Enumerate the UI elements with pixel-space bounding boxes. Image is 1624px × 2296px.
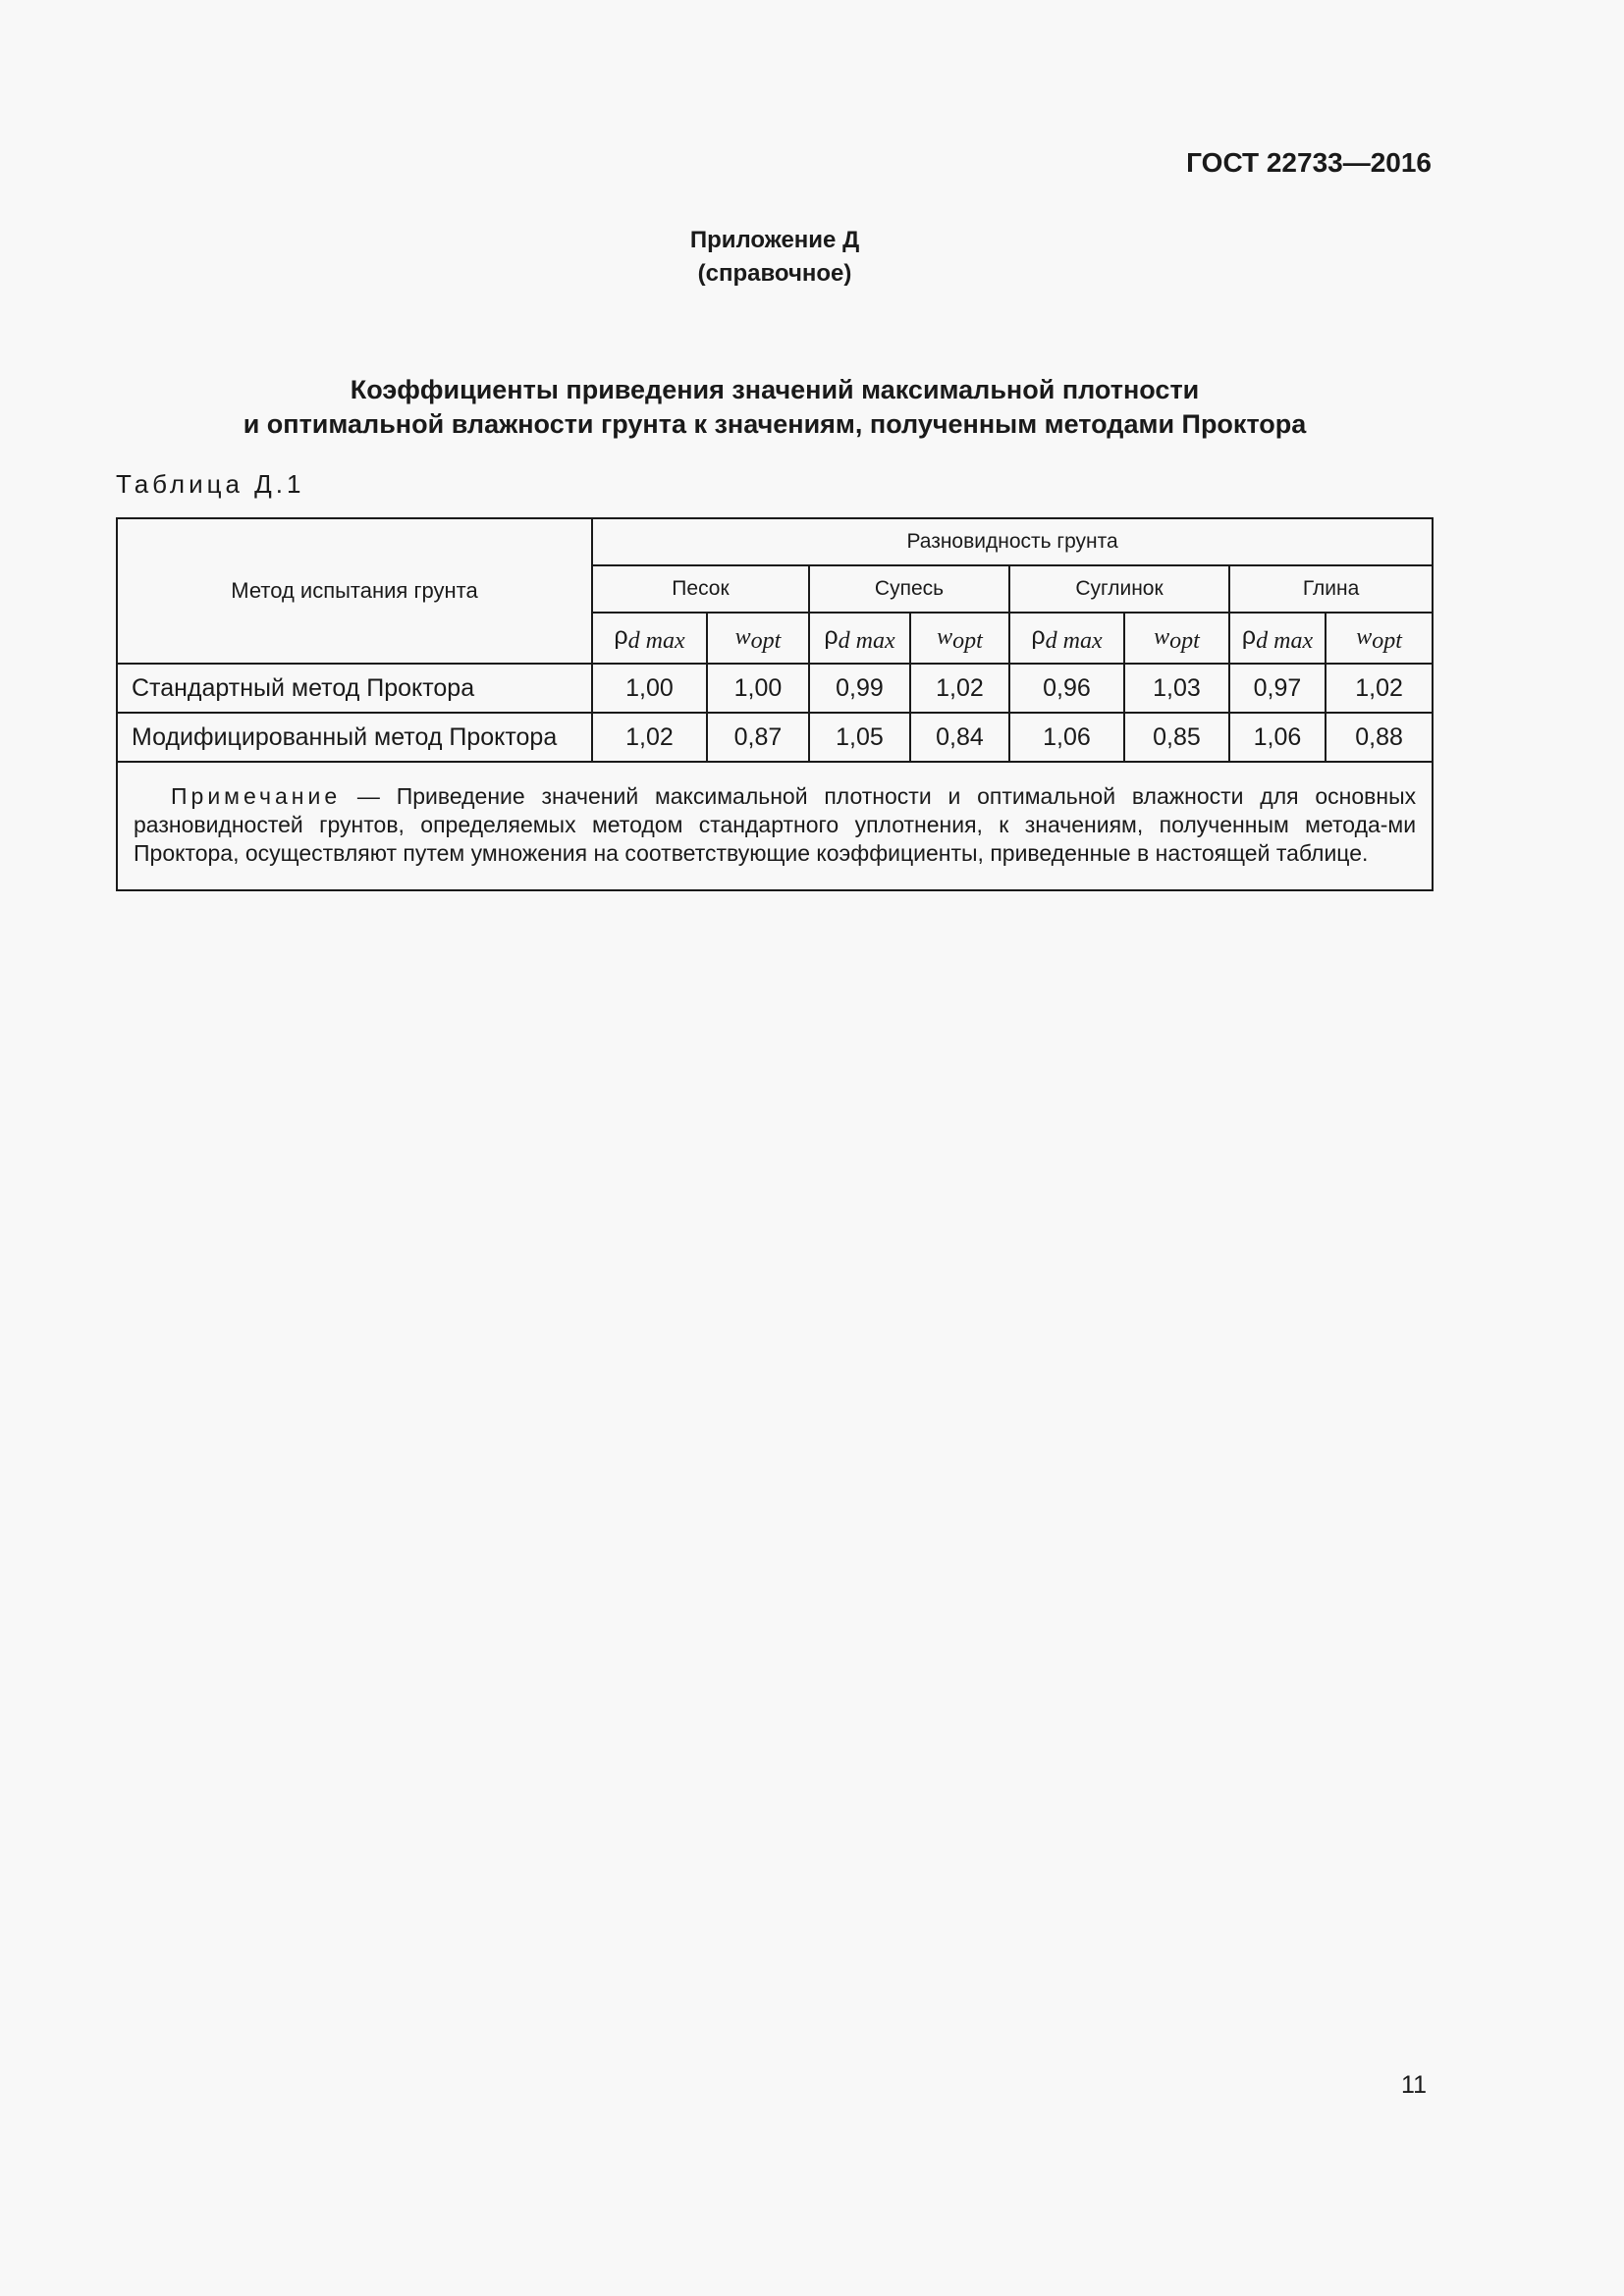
note-label: Примечание: [171, 783, 342, 809]
symbol-rho-dmax: $\rho_{d max}$: [1009, 613, 1124, 664]
symbol-rho-dmax: $\rho_{d max}$: [809, 613, 910, 664]
soil-header-clay: Глина: [1229, 565, 1433, 613]
section-title-line-1: Коэффициенты приведения значений максимальной плотности: [350, 375, 1200, 404]
table-cell: 1,02: [910, 664, 1009, 713]
symbol-rho-dmax: $\rho_{d max}$: [592, 613, 707, 664]
table-cell: 1,06: [1229, 713, 1326, 762]
table-cell: 0,88: [1326, 713, 1433, 762]
document-code: ГОСТ 22733—2016: [1186, 147, 1432, 178]
symbol-w-opt: $w_{opt}$: [1326, 613, 1433, 664]
table-cell: 1,02: [592, 713, 707, 762]
table-cell: 0,87: [707, 713, 809, 762]
symbol-rho-dmax: $\rho_{d max}$: [1229, 613, 1326, 664]
table-cell: 1,02: [1326, 664, 1433, 713]
method-column-header: Метод испытания грунта: [117, 518, 592, 664]
coefficients-table: [116, 517, 1434, 891]
soil-header-sand: Песок: [592, 565, 809, 613]
row-method-standard: Стандартный метод Проктора: [117, 664, 592, 713]
row-method-modified: Модифицированный метод Проктора: [117, 713, 592, 762]
note-text: — Приведение значений максимальной плотности и оптимальной влажности для основных разновидностей грунтов, определяемых методом стандартного уплотнения, к значениям, полученным метода-ми Проктора, осуществляют путем умножения на соответствующие коэффициенты, приведенные в настоящей таблице.: [134, 783, 1417, 866]
soil-type-group-header: Разновидность грунта: [592, 518, 1433, 565]
table-cell: 0,97: [1229, 664, 1326, 713]
table-note: [117, 762, 1433, 890]
table-cell: 1,00: [707, 664, 809, 713]
soil-header-loam: Суглинок: [1009, 565, 1229, 613]
section-title-line-2: и оптимальной влажности грунта к значениям, полученным методами Проктора: [243, 409, 1307, 439]
symbol-w-opt: $w_{opt}$: [707, 613, 809, 664]
table-cell: 0,84: [910, 713, 1009, 762]
table-cell: 1,06: [1009, 713, 1124, 762]
table-cell: 0,99: [809, 664, 910, 713]
table-cell: 0,96: [1009, 664, 1124, 713]
table-cell: 1,05: [809, 713, 910, 762]
table-cell: 1,03: [1124, 664, 1229, 713]
appendix-type: (справочное): [697, 260, 852, 287]
symbol-w-opt: $w_{opt}$: [910, 613, 1009, 664]
table-cell: 0,85: [1124, 713, 1229, 762]
symbol-w-opt: $w_{opt}$: [1124, 613, 1229, 664]
soil-header-sandy-loam: Супесь: [809, 565, 1009, 613]
table-label: Таблица Д.1: [116, 469, 305, 499]
appendix-title: Приложение Д: [689, 227, 860, 253]
appendix-heading: [0, 224, 1549, 291]
page-number: 11: [1401, 2071, 1427, 2099]
table-row: [117, 713, 1433, 762]
table-cell: 1,00: [592, 664, 707, 713]
section-title: [0, 373, 1549, 442]
table-row: [117, 664, 1433, 713]
